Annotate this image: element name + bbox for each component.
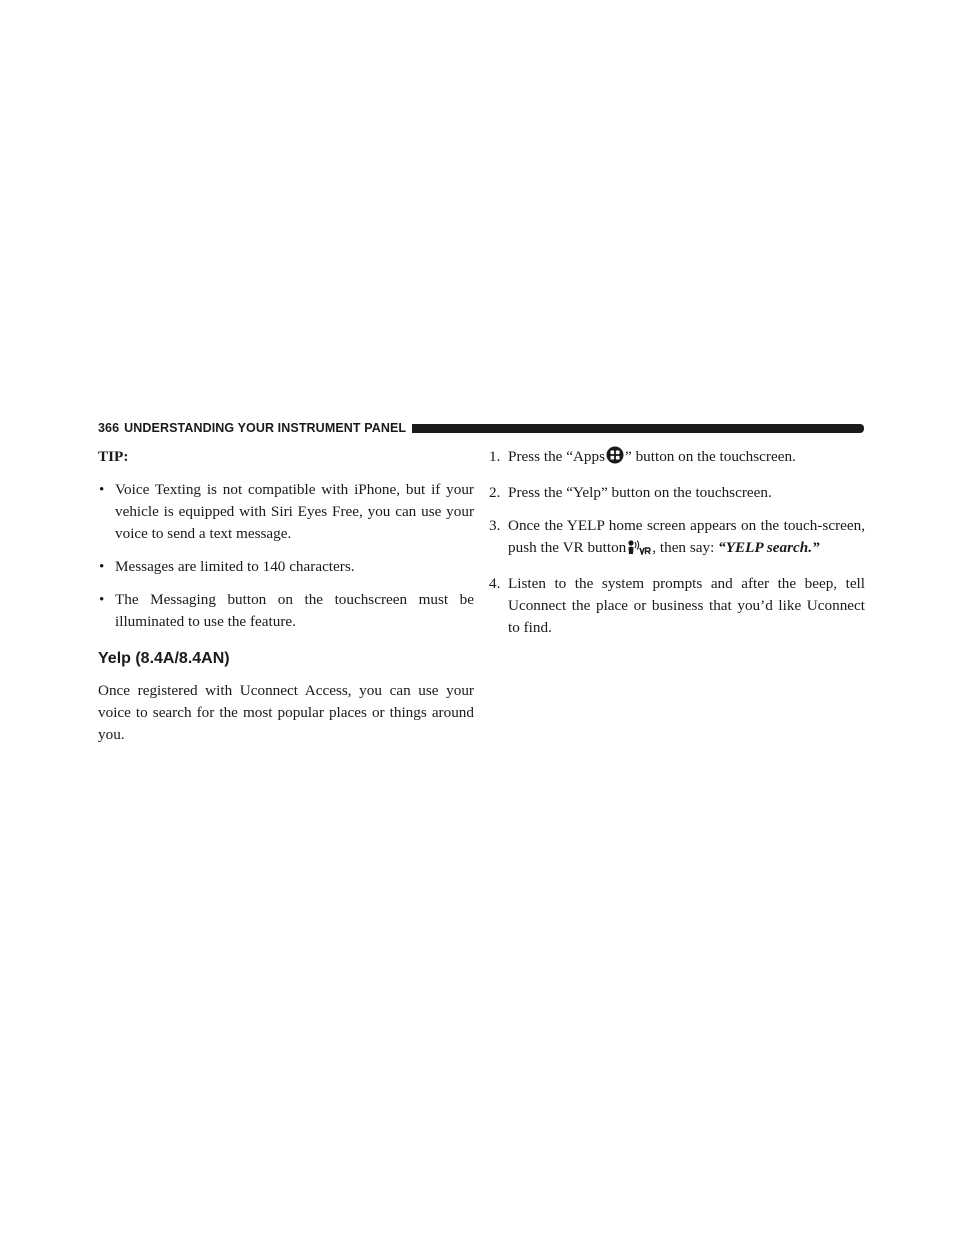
page-header	[98, 419, 864, 437]
step-number: 4.	[489, 575, 501, 592]
step-item	[489, 482, 865, 504]
tip-item: • Voice Texting is not compatible with iPhone, but if your vehicle is equipped with Siri Eyes Free, you can use your voice to send a text message.	[98, 479, 474, 545]
apps-icon	[606, 446, 624, 471]
step-text: Press the “Apps	[508, 448, 606, 465]
step-number: 2.	[489, 484, 501, 501]
step-emphasis: “YELP search.”	[718, 539, 820, 556]
step-text: , then say:	[652, 539, 715, 556]
step-text: Listen to the system prompts and after the beep, tell Uconnect the place or business that you’d like Uconnect to find.	[508, 575, 865, 636]
step-text: ” button on the touchscreen.	[625, 448, 796, 465]
step-number: 1.	[489, 448, 501, 465]
tip-item: • Messages are limited to 140 characters.	[98, 556, 474, 578]
voice-recognition-icon	[627, 539, 651, 562]
steps-list	[489, 446, 865, 639]
page-number: 366	[98, 421, 120, 435]
step-item	[489, 515, 865, 562]
section-name: UNDERSTANDING YOUR INSTRUMENT PANEL	[124, 421, 407, 435]
step-text: Once the YELP home screen appears on the touch-screen, push the VR button	[508, 517, 865, 556]
section-title: Yelp (8.4A/8.4AN)	[98, 650, 230, 667]
tip-label: TIP:	[98, 448, 129, 465]
step-number: 3.	[489, 517, 501, 534]
intro-paragraph: Once registered with Uconnect Access, you can use your voice to search for the most popular places or things around you.	[98, 682, 474, 743]
header-rule	[412, 424, 864, 433]
tip-list	[98, 479, 474, 633]
step-item	[489, 573, 865, 639]
right-column	[489, 446, 865, 650]
header-text	[98, 421, 406, 435]
left-column	[98, 446, 474, 746]
tip-item: • The Messaging button on the touchscreen must be illuminated to use the feature.	[98, 589, 474, 633]
step-text: Press the “Yelp” button on the touchscreen.	[508, 484, 772, 501]
step-item	[489, 446, 865, 471]
